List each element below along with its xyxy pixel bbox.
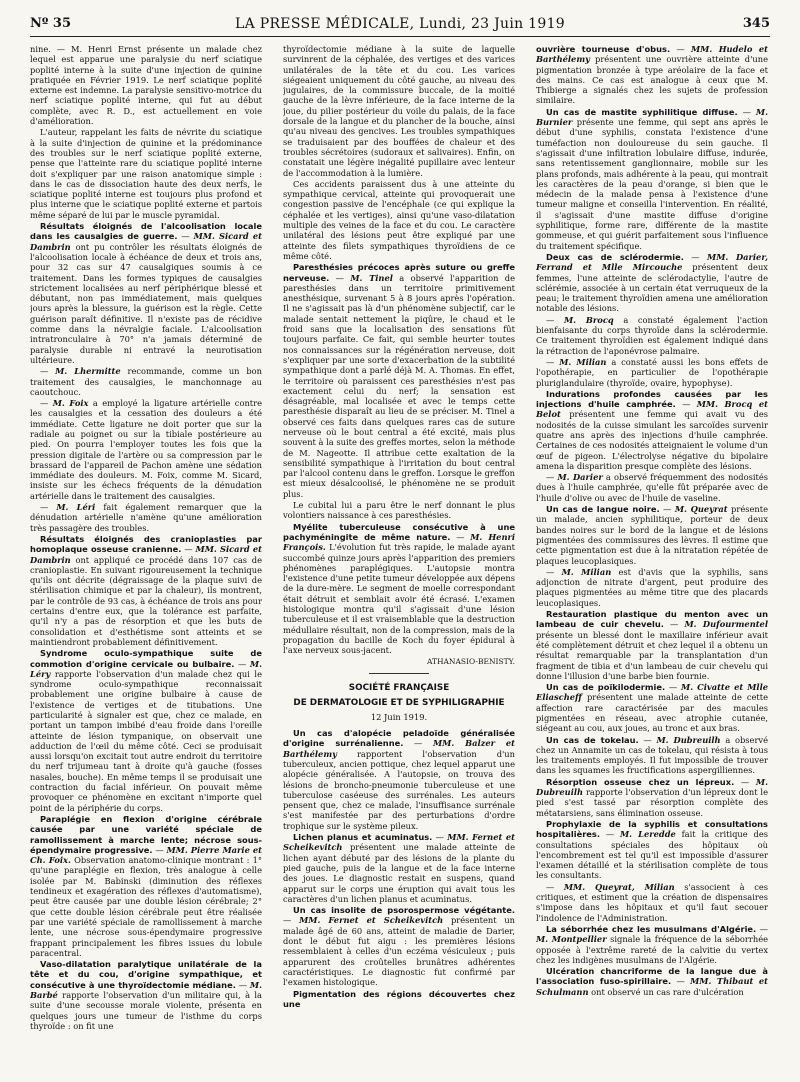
article-paragraph: Myélite tuberculeuse consécutive à une pachyméningite de même nature. — M. Henri François. L'évolution fut très rapide, le malade ayant succombé quinze jours après l'apparition des premiers phénomènes paraplégiques. L'autopsie montra l'existence d'une petite tumeur développée aux dépens de la dure-mère. Le segment de moelle correspondant était détruit et semblait avoir été écrasé. L'examen histologique montra qu'il s'agissait d'une lésion tuberculeuse et il est vraisemblable que la destruction médullaire résultait, non de la compression, mais de la propagation du bacille de Koch du foyer épidural à l'axe nerveux sous-jacent. xyxy=(283,521,515,656)
author-names: M. Civatte et Mlle Eliascheff xyxy=(536,682,768,703)
article-text: présente un malade, ancien syphilitique, porteur de deux bandes noires sur le bord de la langue et de lésions pigmentées des commissures des lèvres. Il estime que cette pigmentation est due à la nitratation répétée de plaques leucoplasiques. xyxy=(536,504,768,566)
text-paragraph: — M. Léri fait également remarquer que la dénudation artérielle n'amène qu'une amélioration très passagère des troubles. xyxy=(30,502,262,533)
article-heading: Vaso-dilatation paralytique unilatérale de la tête et du cou, d'origine sympathique, et consécutive à une thyroïdectomie médiane. xyxy=(30,959,262,990)
article-text: a observé fréquemment des nodosités dues à l'huile camphrée, qu'elle fût préparée avec de l'huile d'olive ou avec de l'huile de vaseline. xyxy=(536,472,768,503)
article-heading: Paraplégie en flexion d'origine cérébrale causée par une variété spéciale de ramollissement à marche lente; nécrose sous-épendymaire progressive. xyxy=(30,813,262,855)
author-names: MM. Sicard et Dambrin xyxy=(30,231,262,252)
article-paragraph: Deux cas de sclérodermie. — MM. Darier, Ferrand et Mlle Mircouche présentent deux femmes, l'une atteinte de sclérodactylie, l'autre de sclérémie, associée à un certain état verruqueux de la peau; le traitement thyroïdien amena une amélioration notable des lésions. xyxy=(536,251,768,314)
article-paragraph: ouvrière tourneuse d'obus. — MM. Hudelo et Barthélemy présentent une ouvrière atteinte d'une pigmentation bronzée à type aréolaire de la face et des mains. Ce cas est analogue à ceux que M. Thibierge a signalés chez les sujets de profession similaire. xyxy=(536,44,768,106)
article-heading: Un cas de tokelau. xyxy=(546,734,639,745)
author-names: M. Leredde xyxy=(619,829,676,840)
text-paragraph xyxy=(30,44,262,126)
article-paragraph: Un cas de langue noire. — M. Queyrat présente un malade, ancien syphilitique, porteur de deux bandes noires sur le bord de la langue et de lésions pigmentées des commissures des lèvres. Il estime que cette pigmentation est due à la nitratation répétée de plaques leucoplasiques. xyxy=(536,504,768,566)
author-names: MM. Queyrat, Milian xyxy=(563,881,675,892)
article-text: ont observé un cas rare d'ulcération xyxy=(591,986,744,997)
author-names: M. Lhermitte xyxy=(55,366,121,377)
section-title-line-1: SOCIÉTÉ FRANÇAISE xyxy=(348,682,450,693)
author-names: MM. Fernet et Scheikevitch xyxy=(283,832,515,853)
author-names: MM. Sicard et Dambrin xyxy=(30,544,262,565)
article-text: fait également remarquer que la dénudation artérielle n'amène qu'une amélioration très passagère des troubles. xyxy=(30,502,262,533)
article-paragraph: Un cas de mastite syphilitique diffuse. — M. Burnier présente une femme, qui sept ans après le début d'une syphilis, constata l'existence d'une tuméfaction non douloureuse du sein gauche. Il s'agissait d'une infiltration lobulaire diffuse, indurée, sans retentissement ganglionnaire, mobile sur les plans profonds, mais adhérente à la peau, qui montrait les caractères de la peau d'orange, si bien que le médecin de la malade pensa à l'existence d'une tumeur maligne et conseilla l'intervention. En réalité, il s'agissait d'une mastite diffuse d'origine syphilitique, forme rare, différente de la mastite gommeuse, et qui guérit parfaitement sous l'influence du traitement spécifique. xyxy=(536,106,768,251)
article-heading: Deux cas de sclérodermie. xyxy=(546,251,684,262)
article-text: a employé la ligature artérielle contre les causalgies et la cessation des douleurs a été immédiate. Cette ligature ne doit porter que sur la radiale au poignet ou sur la tibiale postérieure au pied. On pourra l'employer toutes les fois que la pression digitale de l'artère ou sa compression par le brassard de l'appareil de Pachon amène une sédation immédiate des douleurs. M. Foix, comme M. Sicard, insiste sur les échecs fréquents de la dénudation artérielle dans le traitement des causalgies. xyxy=(30,398,262,501)
article-paragraph: Vaso-dilatation paralytique unilatérale de la tête et du cou, d'origine sympathique, et consécutive à une thyroïdectomie médiane. — M. Barbé rapporte l'observation d'un militaire qui, à la suite d'une secousse morale violente, présenta en quelques jours une tumeur de l'isthme du corps thyroïde : on fit une xyxy=(30,959,262,1031)
text-paragraph xyxy=(283,179,515,261)
article-paragraph xyxy=(283,989,515,1010)
author-names: MM. Balzer et Barthélemy xyxy=(283,738,515,759)
article-paragraph: Un cas d'alopécie peladoïde généralisée d'origine surrénalienne. — MM. Balzer et Barthélemy rapportent l'observation d'un tuberculeux, ancien pottique, chez lequel apparut une alopécie généralisée. A l'autopsie, on trouva des lésions de broncho-pneumonie tuberculeuse et une tuberculose caséeuse des surrénales. Les auteurs pensent que, chez ce malade, l'insuffisance surrénale s'est manifestée par des perturbations d'ordre trophique sur le système pileux. xyxy=(283,728,515,831)
author-names: M. Barbé xyxy=(30,979,262,1001)
column-1 xyxy=(30,44,262,1076)
article-heading: Résultats éloignés de l'alcoolisation locale dans les causalgies de guerre. xyxy=(30,221,262,242)
author-names: M. Léri xyxy=(56,502,96,513)
author-names: M. Queyrat xyxy=(674,504,728,515)
issue-number: Nº 35 xyxy=(30,16,71,31)
article-heading: Restauration plastique du menton avec un lambeau de cuir chevelu. xyxy=(536,609,768,630)
signature: ATHANASIO-BENISTY. xyxy=(426,656,515,666)
article-heading: Ulcération chancriforme de la langue due à l'association fuso-spirillaire. xyxy=(536,966,768,987)
article-text: thyroïdectomie médiane à la suite de laquelle survinrent de la céphalée, des vertiges et des varices unilatérales de la tête et du cou. Les varices siégeaient uniquement du côté gauche, au niveau des jugulaires, de la commissure buccale, de la moitié gauche de la lèvre inférieure, de la face interne de la joue, du pilier postérieur du voile du palais, de la face dorsale de la langue et du plancher de la bouche, ainsi qu'au niveau des gencives. Les troubles sympathiques se traduisaient par des bouffées de chaleur et des troubles sécrétoires (sudoraux et salivaires). Enfin, on constatait une légère inégalité pupillaire avec lenteur de l'accommodation à la lumière. xyxy=(283,44,515,178)
column-3 xyxy=(536,44,768,1076)
author-names: M. Tinel xyxy=(350,272,393,283)
article-paragraph: Syndrome oculo-sympathique suite de commotion d'origine cervicale ou bulbaire. — M. Léry rapporte l'observation d'un malade chez qui le syndrome oculo-sympathique reconnaissait probablement une origine bulbaire à cause de l'existence de vertiges et de titubations. Une particularité à signaler est que, chez ce malade, en portant un tampon imbibé d'eau froide dans l'oreille atteinte de lésion tympanique, on observait une adduction de l'œil du même côté. Ceci se produisait aussi lorsqu'on excitait tout autre endroit du territoire du nerf trijumeau tant à droite qu'à gauche (fosses nasales, bouche). En même temps il se produisait une contraction du facial inférieur. On pouvait même provoquer ce phénomène en excitant n'importe quel point de la périphérie du corps. xyxy=(30,648,262,813)
article-paragraph: Indurations profondes causées par les injections d'huile camphrée. — MM. Brocq et Belot présentent une femme qui avait vu des nodosités de la cuisse simulant les sarcoïdes survenir quatre ans après des injections d'huile camphrée. Certaines de ces nodosités atteignaient le volume d'un œuf de pigeon. L'électrolyse négative du bipolaire amena la disparition presque complète des lésions. xyxy=(536,388,768,471)
section-title-line-2: DE DERMATOLOGIE ET DE SYPHILIGRAPHIE xyxy=(293,697,505,708)
article-paragraph: Paraplégie en flexion d'origine cérébrale causée par une variété spéciale de ramollissement à marche lente; nécrose sous-épendymaire progressive. — MM. Pierre Marie et Ch. Foix. Observation anatomo-clinique montrant : 1° qu'une paraplégie en flexion, très analogue à celle isolée par M. Babinski (diminution des réflexes tendineux et exagération des réflexes d'automatisme), peut être causée par une double lésion cérébrale; 2° que cette double lésion cérébrale peut être réalisée par une variété spéciale de ramollissement à marche lente, une nécrose sous-épendymaire progressive frappant principalement les fibres issues du lobule paracentral. xyxy=(30,813,262,958)
article-heading: Un cas de mastite syphilitique diffuse. xyxy=(546,106,738,117)
article-text: a constaté aussi les bons effets de l'opothérapie, en particulier de l'opothérapie pluriglandulaire (thyroïde, ovaire, hypophyse). xyxy=(536,356,768,388)
article-text: rapporte l'observation d'un lépreux dont le pied s'est tassé par résorption complète des métatarsiens, sans élimination osseuse. xyxy=(536,787,768,818)
author-names: MM. Fernet et Scheikevitch xyxy=(299,915,444,926)
article-text: rapporte l'observation d'un militaire qui, à la suite d'une secousse morale violente, présenta en quelques jours une tumeur de l'isthme du corps thyroïde : on fit une xyxy=(30,990,262,1031)
article-text: Ces accidents paraissent dus à une atteinte du sympathique cervical, atteinte qui provoquerait une congestion passive de l'encéphale (ce qui explique la céphalée et les vertiges), ainsi qu'une vaso-dilatation multiple des veines de la face et du cou. Le caractère unilatéral des lésions peut être expliqué par une atteinte des filets sympathiques thyroïdiens de ce même côté. xyxy=(283,178,515,261)
author-names: M. Dubreuilh xyxy=(656,734,721,745)
text-paragraph: — M. Brocq a constaté également l'action bienfaisante du corps thyroïde dans la sclérodermie. Ce traitement thyroïdien est également indiqué dans la rétraction de l'aponévrose palmaire. xyxy=(536,314,768,356)
article-heading: ouvrière tourneuse d'obus. xyxy=(536,44,671,54)
article-paragraph: Un cas de poïkilodermie. — M. Civatte et Mlle Eliascheff présentent une malade atteinte de cette affection rare caractérisée par des macules pigmentées en réseau, avec atrophie cutanée, siégeant au cou, aux joues, au tronc et aux bras. xyxy=(536,682,768,734)
article-paragraph: Prophylaxie de la syphilis et consultations hospitalières. — M. Leredde fait la critique des consultations spéciales des hôpitaux où l'encombrement est tel qu'il est impossible d'assurer l'examen détaillé et la stérilisation complète de tous les consultants. xyxy=(536,818,768,881)
article-heading: Prophylaxie de la syphilis et consultations hospitalières. xyxy=(536,818,768,840)
article-text: Observation anatomo-clinique montrant : 1° qu'une paraplégie en flexion, très analogue à celle isolée par M. Babinski (diminution des réflexes tendineux et exagération des réflexes d'automatisme), peut être causée par une double lésion cérébrale; 2° que cette double lésion cérébrale peut être réalisée par une variété spéciale de ramollissement à marche lente, une nécrose sous-épendymaire progressive frappant principalement les fibres issues du lobule paracentral. xyxy=(30,855,262,958)
article-paragraph: Lichen planus et acuminatus. — MM. Fernet et Scheikevitch présentent une malade atteinte de lichen ayant débuté par des lésions de la plante du pied gauche, puis de la langue et de la face interne des joues. Le diagnostic restait en suspens, quand apparut sur le corps une éruption qui avait tous les caractères d'un lichen planus et acuminatus. xyxy=(283,832,515,904)
article-text: présentent une malade atteinte de cette affection rare caractérisée par des macules pigmentées en réseau, avec atrophie cutanée, siégeant au cou, aux joues, au tronc et aux bras. xyxy=(536,692,768,734)
article-paragraph: Un cas de tokelau. — M. Dubreuilh a observé chez un Annamite un cas de tokelau, qui résista à tous les traitements employés. Il fut impossible de trouver dans les squames les fructifications aspergilliennes. xyxy=(536,734,768,776)
article-heading: Pigmentation des régions découvertes chez une xyxy=(283,988,515,1009)
author-names: M. Montpellier xyxy=(536,934,607,945)
column-2-articles xyxy=(283,44,515,656)
page-title: LA PRESSE MÉDICALE, Lundi, 23 Juin 1919 xyxy=(234,16,566,32)
article-heading: Résorption osseuse chez un lépreux. xyxy=(546,776,735,787)
author-names: M. Dufourmentel xyxy=(684,619,768,630)
author-names: MM. Hudelo et Barthélemy xyxy=(536,44,768,65)
text-paragraph xyxy=(283,500,515,521)
text-paragraph: — MM. Queyrat, Milian s'associent à ces critiques, et estiment que la création de dispensaires s'impose dans les hôpitaux et qu'il faut secouer l'indolence de l'Administration. xyxy=(536,881,768,923)
article-text: rapporte l'observation d'un malade chez qui le syndrome oculo-sympathique reconnaissait probablement une origine bulbaire à cause de l'existence de vertiges et de titubations. Une particularité à signaler est que, chez ce malade, en portant un tampon imbibé d'eau froide dans l'oreille atteinte de lésion tympanique, on observait une adduction de l'œil du même côté. Ceci se produisait aussi lorsqu'on excitait tout autre endroit du territoire du nerf trijumeau tant à droite qu'à gauche (fosses nasales, bouche). En même temps il se produisait une contraction du facial inférieur. On pouvait même provoquer ce phénomène en excitant n'importe quel point de la périphérie du corps. xyxy=(30,668,262,813)
author-names: M. Milian xyxy=(559,356,607,367)
article-paragraph: Résorption osseuse chez un lépreux. — M. Dubreuilh rapporte l'observation d'un lépreux dont le pied s'est tassé par résorption complète des métatarsiens, sans élimination osseuse. xyxy=(536,776,768,818)
article-text: est d'avis que la syphilis, sans adjonction de nitrate d'argent, peut produire des plaques pigmentées au même titre que des placards leucoplasiques. xyxy=(536,566,768,608)
author-names: M. Darier xyxy=(557,472,603,483)
column-2 xyxy=(283,44,515,1076)
article-heading: La séborrhée chez les musulmans d'Algérie. xyxy=(546,923,757,934)
article-text: présentent une malade atteinte de lichen ayant débuté par des lésions de la plante du pied gauche, puis de la langue et de la face interne des joues. Le diagnostic restait en suspens, quand apparut sur le corps une éruption qui avait tous les caractères d'un lichen planus et acuminatus. xyxy=(283,842,515,904)
author-names: M. Milian xyxy=(561,566,612,577)
author-names: M. Brocq xyxy=(563,314,614,325)
article-text: présentent un malade âgé de 60 ans, atteint de maladie de Darier, dont le début fut aigu : les premières lésions ressemblaient à celles d'un eczéma vésiculeux ; puis apparurent des croûtelles brunâtres adhérentes caractéristiques. Le diagnostic fut confirmé par l'examen histologique. xyxy=(283,915,515,988)
article-text: signale la fréquence de la séborrhée opposée à l'extrême rareté de la calvitie du vertex chez les indigènes musulmans de l'Algérie. xyxy=(536,934,768,965)
article-text: a observé l'apparition de paresthésies dans un territoire primitivement anesthésique, survenant 5 à 8 jours après l'opération. Il ne s'agissait pas là d'un phénomène subjectif, car le malade sentait nettement la piqûre, le chaud et le froid sans que la localisation des sensations fût toujours parfaite. Ce fait, qui semble heurter toutes nos connaissances sur la régénération nerveuse, doit s'expliquer par une sorte d'exacerbation de la subtilité sympathique dont a parlé déjà M. A. Thomas. En effet, le territoire où paraissent ces paresthésies n'est pas exactement celui du nerf; la sensation est désagréable, mal localisée et avec le temps cette paresthésie disparaît au lieu de se préciser. M. Tinel a observé ces faits dans quelques rares cas de suture nerveuse où le bout central a été excité, mais plus souvent à la suite des greffes mortes, selon la méthode de M. Nageotte. Il attribue cette exaltation de la sensibilité sympathique à l'irritation du bout central par l'alcool contenu dans le greffon. Lorsque le greffon est mieux désalcoolisé, le phénomène ne se produit plus. xyxy=(283,272,515,499)
article-heading: Lichen planus et acuminatus. xyxy=(293,832,433,843)
article-text: recommande, comme un bon traitement des causalgies, le manchonnage au caoutchouc. xyxy=(30,366,262,397)
article-text: s'associent à ces critiques, et estiment que la création de dispensaires s'impose dans les hôpitaux et qu'il faut secouer l'indolence de l'Administration. xyxy=(536,881,768,923)
section-date: 12 Juin 1919. xyxy=(370,711,428,722)
article-text: L'évolution fut très rapide, le malade ayant succombé quinze jours après l'apparition des premiers phénomènes paraplégiques. L'autopsie montra l'existence d'une petite tumeur développée aux dépens de la dure-mère. Le segment de moelle correspondant était détruit et semblait avoir été écrasé. L'examen histologique montra qu'il s'agissait d'une lésion tuberculeuse et il est vraisemblable que la destruction médullaire résultait, non de la compression, mais de la propagation du bacille de Koch du foyer épidural à l'axe nerveux sous-jacent. xyxy=(283,542,515,656)
article-text: présentent une ouvrière atteinte d'une pigmentation bronzée à type aréolaire de la face et des mains. Ce cas est analogue à ceux que M. Thibierge a signalés chez les sujets de profession similaire. xyxy=(536,54,768,106)
article-heading: Syndrome oculo-sympathique suite de commotion d'origine cervicale ou bulbaire. xyxy=(30,648,262,669)
article-paragraph: Ulcération chancriforme de la langue due à l'association fuso-spirillaire. — MM. Thibaut et Schulmann ont observé un cas rare d'ulcération xyxy=(536,966,768,997)
article-paragraph: Résultats éloignés des cranioplasties par homoplaque osseuse cranienne. — MM. Sicard et Dambrin ont appliqué ce procédé dans 107 cas de cranioplastie. En suivant rigoureusement la technique qu'ils ont décrite (dégraissage de la plaque suivi de stérilisation chimique et par la chaleur), ils montrent, par le contrôle de 93 cas, à échéance de trois ans pour certains d'entre eux, que la tolérance est parfaite, qu'il n'y a pas de résorption et que les buts de consolidation et d'esthétisme sont atteints et se maintiendront probablement définitivement. xyxy=(30,533,262,647)
article-heading: Un cas de poïkilodermie. xyxy=(546,682,666,693)
author-names: M. Dubreuilh xyxy=(536,776,768,798)
article-heading: Un cas de langue noire. xyxy=(546,504,660,515)
section-divider xyxy=(369,673,429,674)
article-text: Le cubital lui a paru être le nerf donnant le plus volontiers naissance à ces paresthésies. xyxy=(283,500,515,521)
text-paragraph: — M. Milian a constaté aussi les bons effets de l'opothérapie, en particulier de l'opothérapie pluriglandulaire (thyroïde, ovaire, hypophyse). xyxy=(536,356,768,388)
text-paragraph xyxy=(283,44,515,178)
author-names: MM. Thibaut et Schulmann xyxy=(536,976,768,997)
author-names: M. Henri François. xyxy=(283,531,515,553)
column-2-section-articles xyxy=(283,728,515,1009)
article-paragraph: La séborrhée chez les musulmans d'Algérie. — M. Montpellier signale la fréquence de la séborrhée opposée à l'extrême rareté de la calvitie du vertex chez les indigènes musulmans de l'Algérie. xyxy=(536,923,768,965)
page-header xyxy=(30,8,770,37)
article-heading: Indurations profondes causées par les injections d'huile camphrée. xyxy=(536,388,768,410)
article-heading: Un cas insolite de psorospermose végétante. xyxy=(293,905,515,916)
text-paragraph xyxy=(30,127,262,220)
author-names: MM. Brocq et Belot xyxy=(536,399,768,420)
article-paragraph: Résultats éloignés de l'alcoolisation locale dans les causalgies de guerre. — MM. Sicard et Dambrin ont pu contrôler les résultats éloignés de l'alcoolisation locale à échéance de deux et trois ans, pour 32 cas sur 47 causalgiques soumis à ce traitement. Dans les formes typiques de causalgies strictement localisées au nerf périphérique blessé et débutant, non pas immédiatement, mais quelques jours après la blessure, la guérison est la règle. Cette guérison paraît définitive. Il n'existe pas de récidive comme dans la névralgie faciale. L'alcoolisation intratronculaire à 70° n'a jamais déterminé de paralysie durable ni entravé la neurotisation ultérieure. xyxy=(30,221,262,365)
article-heading: Résultats éloignés des cranioplasties par homoplaque osseuse cranienne. xyxy=(30,533,262,555)
author-names: MM. Pierre Marie et Ch. Foix. xyxy=(30,844,262,866)
article-text: L'auteur, rappelant les faits de névrite du sciatique à la suite d'injection de quinine et la prédominance des troubles sur le nerf sciatique poplité externe, pense que l'atteinte rare du sciatique poplité interne doit s'expliquer par une raison anatomique simple : dans le cas de dissociation haute des deux nerfs, le sciatique poplité interne est toujours plus profond et plus interne que le sciatique poplité externe et partois même séparé de lui par le muscle pyramidal. xyxy=(30,127,262,220)
text-paragraph: — M. Milian est d'avis que la syphilis, sans adjonction de nitrate d'argent, peut produire des plaques pigmentées au même titre que des placards leucoplasiques. xyxy=(536,566,768,608)
article-text: présentent une femme qui avait vu des nodosités de la cuisse simulant les sarcoïdes survenir quatre ans après des injections d'huile camphrée. Certaines de ces nodosités atteignaient le volume d'un œuf de pigeon. L'électrolyse négative du bipolaire amena la disparition presque complète des lésions. xyxy=(536,409,768,471)
author-names: MM. Darier, Ferrand et Mlle Mircouche xyxy=(536,251,768,273)
page-number: 345 xyxy=(742,16,770,31)
article-text: présentent deux femmes, l'une atteinte de sclérodactylie, l'autre de sclérémie, associée à un certain état verruqueux de la peau; le traitement thyroïdien amena une amélioration notable des lésions. xyxy=(536,262,768,314)
article-heading: Paresthésies précoces après suture ou greffe nerveuse. xyxy=(283,262,515,283)
article-text: ont pu contrôler les résultats éloignés de l'alcoolisation locale à échéance de deux et trois ans, pour 32 cas sur 47 causalgiques soumis à ce traitement. Dans les formes typiques de causalgies strictement localisées au nerf périphérique blessé et débutant, non pas immédiatement, mais quelques jours après la blessure, la guérison est la règle. Cette guérison paraît définitive. Il n'existe pas de récidive comme dans la névralgie faciale. L'alcoolisation intratronculaire à 70° n'a jamais déterminé de paralysie durable ni entravé la neurotisation ultérieure. xyxy=(30,241,262,365)
article-paragraph: Un cas insolite de psorospermose végétante. — MM. Fernet et Scheikevitch présentent un malade âgé de 60 ans, atteint de maladie de Darier, dont le début fut aigu : les premières lésions ressemblaient à celles d'un eczéma vésiculeux ; puis apparurent des croûtelles brunâtres adhérentes caractéristiques. Le diagnostic fut confirmé par l'examen histologique. xyxy=(283,905,515,988)
article-text: nine. — M. Henri Ernst présente un malade chez lequel est apparue une paralysie du nerf sciatique poplité interne à la suite d'une injection de quinine pratiquée en Février 1919. Le nerf sciatique poplité externe est indemne. La paralysie sensitivo-motrice du nerf sciatique poplité interne, qui fut au début complète, avec R. D., est actuellement en voie d'amélioration. xyxy=(30,44,262,127)
author-names: M. Foix xyxy=(52,398,89,409)
text-paragraph: — M. Lhermitte recommande, comme un bon traitement des causalgies, le manchonnage au caoutchouc. xyxy=(30,366,262,397)
article-text: rapportent l'observation d'un tuberculeux, ancien pottique, chez lequel apparut une alopécie généralisée. A l'autopsie, on trouva des lésions de broncho-pneumonie tuberculeuse et une tuberculose caséeuse des surrénales. Les auteurs pensent que, chez ce malade, l'insuffisance surrénale s'est manifestée par des perturbations d'ordre trophique sur le système pileux. xyxy=(283,748,515,831)
author-names: M. Burnier xyxy=(536,106,768,128)
article-paragraph: Restauration plastique du menton avec un lambeau de cuir chevelu. — M. Dufourmentel présente un blessé dont le maxillaire inférieur avait été complètement détruit et chez lequel il a obtenu un résultat remarquable par la transplantation d'un fragment de tibia et d'un lambeau de cuir chevelu qui donne l'illusion d'une barbe bien fournie. xyxy=(536,609,768,681)
article-heading: Myélite tuberculeuse consécutive à une pachyméningite de même nature. xyxy=(283,521,515,542)
article-text: fait la critique des consultations spéciales des hôpitaux où l'encombrement est tel qu'il est impossible d'assurer l'examen détaillé et la stérilisation complète de tous les consultants. xyxy=(536,829,768,881)
article-text: ont appliqué ce procédé dans 107 cas de cranioplastie. En suivant rigoureusement la technique qu'ils ont décrite (dégraissage de la plaque suivi de stérilisation chimique et par la chaleur), ils montrent, par le contrôle de 93 cas, à échéance de trois ans pour certains d'entre eux, que la tolérance est parfaite, qu'il n'y a pas de résorption et que les buts de consolidation et d'esthétisme sont atteints et se maintiendront probablement définitivement. xyxy=(30,554,262,647)
article-text: présente un blessé dont le maxillaire inférieur avait été complètement détruit et chez lequel il a obtenu un résultat remarquable par la transplantation d'un fragment de tibia et d'un lambeau de cuir chevelu qui donne l'illusion d'une barbe bien fournie. xyxy=(536,629,768,681)
article-text: a observé chez un Annamite un cas de tokelau, qui résista à tous les traitements employés. Il fut impossible de trouver dans les squames les fructifications aspergilliennes. xyxy=(536,734,768,776)
text-paragraph: — M. Darier a observé fréquemment des nodosités dues à l'huile camphrée, qu'elle fût préparée avec de l'huile d'olive ou avec de l'huile de vaseline. xyxy=(536,472,768,503)
article-heading: Un cas d'alopécie peladoïde généralisée d'origine surrénalienne. xyxy=(283,728,515,749)
article-paragraph: Paresthésies précoces après suture ou greffe nerveuse. — M. Tinel a observé l'apparition de paresthésies dans un territoire primitivement anesthésique, survenant 5 à 8 jours après l'opération. Il ne s'agissait pas là d'un phénomène subjectif, car le malade sentait nettement la piqûre, le chaud et le froid sans que la localisation des sensations fût toujours parfaite. Ce fait, qui semble heurter toutes nos connaissances sur la régénération nerveuse, doit s'expliquer par une sorte d'exacerbation de la subtilité sympathique dont a parlé déjà M. A. Thomas. En effet, le territoire où paraissent ces paresthésies n'est pas exactement celui du nerf; la sensation est désagréable, mal localisée et avec le temps cette paresthésie disparaît au lieu de se préciser. M. Tinel a observé ces faits dans quelques rares cas de suture nerveuse où le bout central a été excité, mais plus souvent à la suite des greffes mortes, selon la méthode de M. Nageotte. Il attribue cette exaltation de la sensibilité sympathique à l'irritation du bout central par l'alcool contenu dans le greffon. Lorsque le greffon est mieux désalcoolisé, le phénomène ne se produit plus. xyxy=(283,262,515,499)
text-paragraph: — M. Foix a employé la ligature artérielle contre les causalgies et la cessation des douleurs a été immédiate. Cette ligature ne doit porter que sur la radiale au poignet ou sur la tibiale postérieure au pied. On pourra l'employer toutes les fois que la pression digitale de l'artère ou sa compression par le brassard de l'appareil de Pachon amène une sédation immédiate des douleurs. M. Foix, comme M. Sicard, insiste sur les échecs fréquents de la dénudation artérielle dans le traitement des causalgies. xyxy=(30,398,262,501)
article-text: présente une femme, qui sept ans après le début d'une syphilis, constata l'existence d'une tuméfaction non douloureuse du sein gauche. Il s'agissait d'une infiltration lobulaire diffuse, indurée, sans retentissement ganglionnaire, mobile sur les plans profonds, mais adhérente à la peau, qui montrait les caractères de la peau d'orange, si bien que le médecin de la malade pensa à l'existence d'une tumeur maligne et conseilla l'intervention. En réalité, il s'agissait d'une mastite diffuse d'origine syphilitique, forme rare, différente de la mastite gommeuse, et qui guérit parfaitement sous l'influence du traitement spécifique. xyxy=(536,117,768,251)
article-text: a constaté également l'action bienfaisante du corps thyroïde dans la sclérodermie. Ce traitement thyroïdien est également indiqué dans la rétraction de l'aponévrose palmaire. xyxy=(536,314,768,356)
author-names: M. Léry xyxy=(30,658,262,679)
